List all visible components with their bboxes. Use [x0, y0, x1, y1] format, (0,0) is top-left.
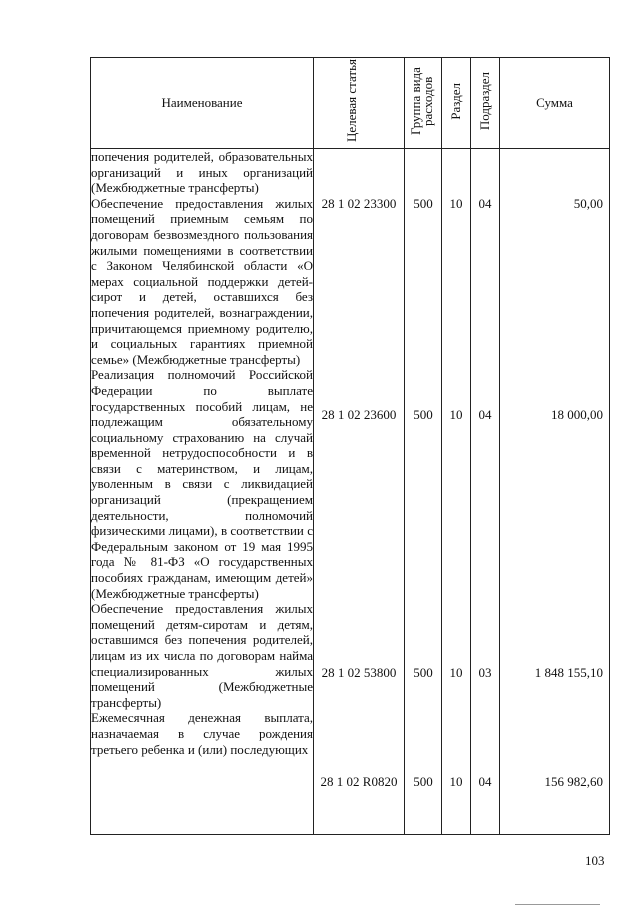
row-name-2: Обеспечение предоставления жилых помещений приемным семьям по договорам безвозмездного пользования жилыми помещениями в соответствии с Законом Челябинской области «О мерах социальной поддержки детей-сирот и детей, оставшихся без попечения родителей, вознаграждении, причитающемся приемному родителю, и социальных гарантиях приемной семье» (Межбюджетные трансферты): [91, 195, 313, 367]
row-subsection-1: 04: [478, 196, 492, 211]
row-code-3: 28 1 02 53800: [321, 665, 397, 680]
row-code-2: 28 1 02 23600: [321, 407, 397, 422]
amount-cell: [500, 149, 610, 835]
page-number: 103: [585, 853, 605, 868]
header-subsection: [471, 58, 500, 149]
row-name-5: Ежемесячная денежная выплата, назначаемая в случае рождения третьего ребенка и (или) последующих: [91, 710, 313, 757]
budget-table: [90, 57, 610, 835]
header-target-article-label: Целевая статья: [344, 59, 359, 143]
row-group-1: 500: [413, 196, 433, 211]
section-cell: [442, 149, 471, 835]
row-subsection-2: 04: [478, 407, 492, 422]
row-section-2: 10: [449, 407, 463, 422]
header-name: [91, 58, 314, 149]
row-amount-4: 156 982,60: [544, 774, 603, 789]
row-section-3: 10: [449, 665, 463, 680]
table-header-row: [91, 58, 610, 149]
row-group-2: 500: [413, 407, 433, 422]
row-name-1: попечения родителей, образовательных организаций и иных организаций (Межбюджетные трансферты): [91, 149, 313, 196]
row-subsection-4: 04: [478, 774, 492, 789]
header-expense-group: [405, 58, 442, 149]
subsection-cell: [471, 149, 500, 835]
row-code-4: 28 1 02 R0820: [320, 774, 398, 789]
header-target-article: [314, 58, 405, 149]
row-group-3: 500: [413, 665, 433, 680]
names-cell: [91, 149, 314, 835]
table-row: [91, 149, 610, 835]
row-amount-1: 50,00: [573, 196, 603, 211]
header-amount-label: Сумма: [536, 95, 573, 110]
row-amount-2: 18 000,00: [551, 407, 603, 422]
row-subsection-3: 03: [478, 665, 492, 680]
header-amount: [500, 58, 610, 149]
row-amount-3: 1 848 155,10: [534, 665, 603, 680]
header-section-label: Раздел: [448, 82, 463, 120]
row-section-4: 10: [449, 774, 463, 789]
header-subsection-label: Подраздел: [477, 71, 492, 131]
row-name-4: Обеспечение предоставления жилых помещений детям-сиротам и детям, оставшимся без попечения родителей, лицам из их числа по договорам найма специализированных жилых помещений (Межбюджетные трансферты): [91, 601, 313, 710]
row-section-1: 10: [449, 196, 463, 211]
code-cell: [314, 149, 405, 835]
row-code-1: 28 1 02 23300: [321, 196, 397, 211]
header-expense-group-label: Группа вида расходов: [408, 67, 435, 135]
row-group-4: 500: [413, 774, 433, 789]
header-name-label: Наименование: [161, 95, 243, 110]
row-name-3: Реализация полномочий Российской Федерации по выплате государственных пособий лицам, не подлежащим обязательному социальному страхованию на случай временной нетрудоспособности и в связи с материнством, и лицам, уволенным в связи с ликвидацией организаций (прекращением деятельности, полномочий физическими лицами), в соответствии с Федеральным законом от 19 мая 1995 года № 81-ФЗ «О государственных пособиях гражданам, имеющим детей» (Межбюджетные трансферты): [91, 367, 313, 601]
group-cell: [405, 149, 442, 835]
header-section: [442, 58, 471, 149]
